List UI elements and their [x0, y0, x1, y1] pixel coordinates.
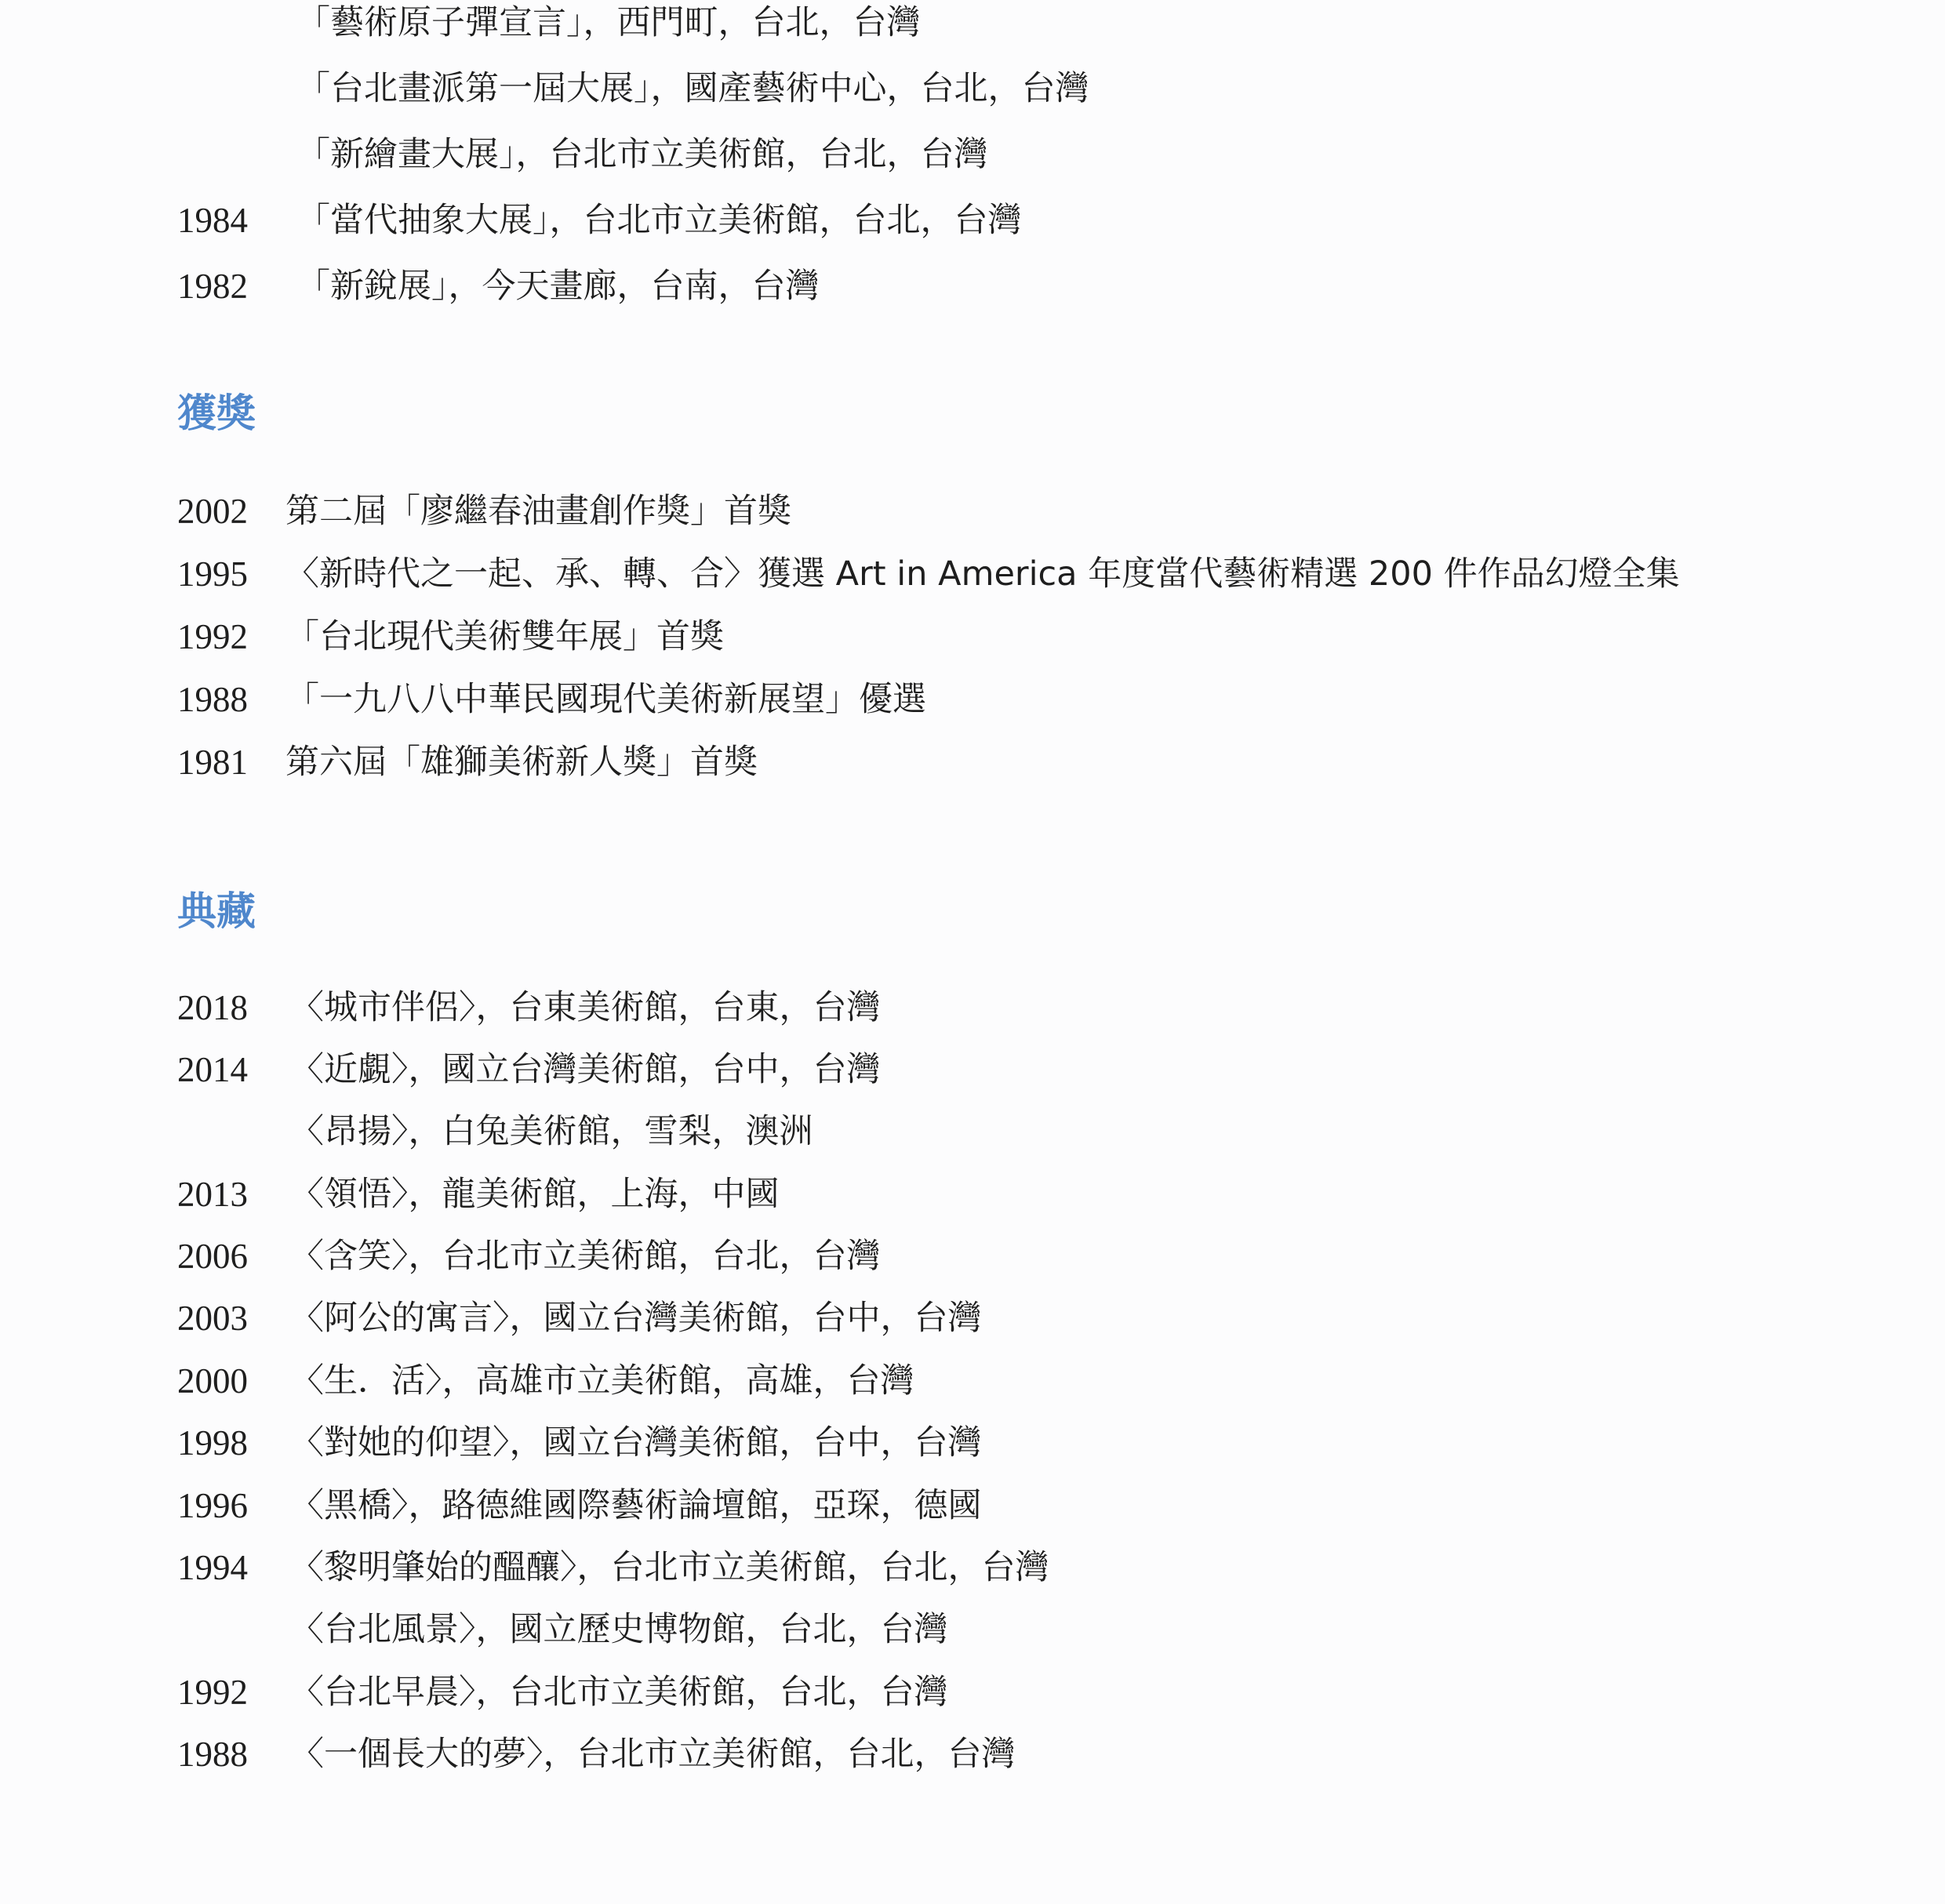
collection-text: 〈一個長大的夢〉，台北市立美術館，台北，台灣	[290, 1735, 1016, 1774]
awards-heading: 獲獎	[177, 391, 256, 436]
exhibition-text: 「新繪畫大展」，台北市立美術館，台北，台灣	[296, 135, 988, 174]
award-row	[0, 609, 1882, 664]
collection-text: 〈阿公的寓言〉，國立台灣美術館，台中，台灣	[290, 1299, 982, 1338]
collection-row	[0, 1042, 1882, 1097]
award-text: 「一九八八中華民國現代美術新展望」優選	[285, 680, 926, 719]
award-year: 1981	[177, 743, 248, 782]
exhibition-row	[0, 193, 1882, 248]
collection-text: 〈城市伴侶〉，台東美術館，台東，台灣	[290, 988, 881, 1027]
collection-year: 2013	[177, 1175, 248, 1214]
award-row	[0, 735, 1882, 790]
collection-text: 〈昂揚〉，白兔美術館，雪梨，澳洲	[290, 1112, 813, 1151]
collection-year: 1994	[177, 1548, 248, 1587]
collection-row	[0, 1540, 1882, 1595]
award-text: 〈新時代之一起、承、轉、合〉獲選 Art in America 年度當代藝術精選 200 件作品幻燈全集	[285, 554, 1680, 594]
exhibition-row	[0, 61, 1882, 116]
exhibition-row	[0, 127, 1882, 182]
collection-year: 2006	[177, 1237, 248, 1276]
collection-row	[0, 1291, 1882, 1346]
collection-text: 〈近覷〉，國立台灣美術館，台中，台灣	[290, 1050, 881, 1089]
collection-year: 2018	[177, 988, 248, 1027]
collection-text: 〈含笑〉，台北市立美術館，台北，台灣	[290, 1237, 881, 1276]
collection-row	[0, 1229, 1882, 1284]
collection-year: 1998	[177, 1423, 248, 1463]
collection-text: 〈黑橋〉，路德維國際藝術論壇館，亞琛，德國	[290, 1486, 982, 1525]
collection-row	[0, 1104, 1882, 1159]
award-year: 1988	[177, 680, 248, 719]
exhibition-text: 「藝術原子彈宣言」，西門町，台北，台灣	[296, 3, 921, 42]
collection-text: 〈生．活〉，高雄市立美術館，高雄，台灣	[290, 1361, 914, 1401]
award-text: 第六屆「雄獅美術新人獎」首獎	[285, 743, 758, 782]
collection-year: 1988	[177, 1735, 248, 1774]
award-year: 2002	[177, 492, 248, 531]
collection-text: 〈黎明肇始的醞釀〉，台北市立美術館，台北，台灣	[290, 1548, 1049, 1587]
collection-row	[0, 1602, 1882, 1657]
collection-year: 2000	[177, 1361, 248, 1401]
collection-year: 1992	[177, 1673, 248, 1712]
collection-year: 2003	[177, 1299, 248, 1338]
award-row	[0, 484, 1882, 539]
exhibition-year: 1984	[177, 201, 248, 240]
collection-row	[0, 1665, 1882, 1720]
award-text: 第二屆「廖繼春油畫創作獎」首獎	[285, 492, 791, 531]
collection-row	[0, 1727, 1882, 1782]
exhibition-row	[0, 259, 1882, 314]
award-year: 1992	[177, 617, 248, 656]
exhibition-text: 「台北畫派第一屆大展」，國產藝術中心，台北，台灣	[296, 69, 1089, 108]
exhibition-text: 「新銳展」，今天畫廊，台南，台灣	[296, 267, 820, 306]
award-row	[0, 672, 1882, 727]
collection-text: 〈對她的仰望〉，國立台灣美術館，台中，台灣	[290, 1423, 982, 1463]
award-row	[0, 547, 1882, 601]
collection-text: 〈台北早晨〉，台北市立美術館，台北，台灣	[290, 1673, 948, 1712]
exhibition-text: 「當代抽象大展」，台北市立美術館，台北，台灣	[296, 201, 1022, 240]
award-text: 「台北現代美術雙年展」首獎	[285, 617, 724, 656]
collection-row	[0, 1478, 1882, 1533]
collection-year: 1996	[177, 1486, 248, 1525]
collection-row	[0, 980, 1882, 1035]
collection-row	[0, 1167, 1882, 1222]
collection-text: 〈台北風景〉，國立歷史博物館，台北，台灣	[290, 1610, 948, 1649]
exhibition-row	[0, 0, 1882, 50]
award-year: 1995	[177, 554, 248, 594]
collection-row	[0, 1354, 1882, 1408]
collections-heading: 典藏	[177, 888, 256, 934]
collection-text: 〈領悟〉，龍美術館，上海，中國	[290, 1175, 780, 1214]
exhibition-year: 1982	[177, 267, 248, 306]
collection-year: 2014	[177, 1050, 248, 1089]
collection-row	[0, 1415, 1882, 1470]
